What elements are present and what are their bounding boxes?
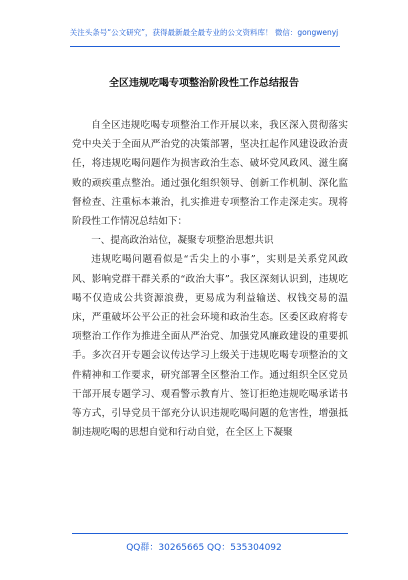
- document-title: 全区违规吃喝专项整治阶段性工作总结报告: [109, 78, 299, 89]
- header-note: 关注头条号“公文研究”，获得最新最全最专业的公文资料库！ 微信：gongwenyj: [69, 28, 339, 37]
- footer-divider: [72, 533, 348, 534]
- intro-paragraph: 自全区违规吃喝专项整治工作开展以来，我区深入贯彻落实党中央关于全面从严治党的决策部署，坚决扛起作风建设政治责任，将违规吃喝问题作为损害政治生态、破坏党风政风、滋生腐败的顽疾重点整治。通过强化组织领导、创新工作机制、深化监督检查、注重标本兼治，扎实推进专项整治工作走深走实。现将阶段性工作情况总结如下：: [72, 120, 348, 228]
- footer-contact: QQ群：30265665 QQ：535304092: [126, 543, 282, 553]
- document-body: [72, 116, 348, 442]
- section-heading: 一、提高政治站位，凝聚专项整治思想共识: [91, 235, 274, 247]
- header-divider: [70, 46, 340, 47]
- section-paragraph: 违规吃喝问题看似是“舌尖上的小事”，实则是关系党风政风、影响党群干群关系的“政治大事”。我区深刻认识到，违规吃喝不仅造成公共资源浪费，更易成为利益输送、权钱交易的温床，严重破坏公平公正的社会环境和政治生态。区委区政府将专项整治工作作为推进全面从严治党、加强党风廉政建设的重要抓手。多次召开专题会议传达学习上级关于违规吃喝专项整治的文件精神和工作要求，研究部署全区整治工作。通过组织全区党员干部开展专题学习、观看警示教育片、签订拒绝违规吃喝承诺书等方式，引导党员干部充分认识违规吃喝问题的危害性，增强抵制违规吃喝的思想自觉和行动自觉，在全区上下凝聚: [72, 254, 348, 439]
